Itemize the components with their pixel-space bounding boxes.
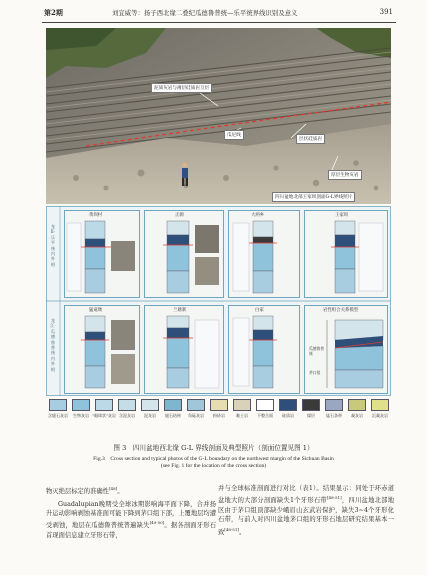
panel-mengchongao	[64, 305, 140, 394]
text-run: Guadalupian晚期受全球冰期影响海平面下降，合并扬升运动影响剥蚀基准面可能下降到茅口组下部，上覆地层均遭受剥蚀，地层在瓜德鲁普统普遍缺失	[46, 500, 217, 530]
model-label-maokou: 茅口组	[309, 370, 321, 375]
photo-label-upper: 泥质灰岩与薄层硅质岩互层	[151, 83, 212, 93]
photo-label-fault: 瓜尼线	[224, 130, 244, 140]
legend-swatch	[164, 399, 182, 411]
paragraph	[46, 500, 216, 541]
text-run: ，四川盆地北部地区由于茅口组顶部缺少峨眉山玄武岩保护，缺失3~4个牙形化石带，与前人对四川盆地茅口组的牙形石地层研究结果基本一致	[218, 497, 395, 536]
panel-wangjiaba	[304, 210, 388, 298]
text-run: 。	[238, 528, 246, 536]
legend-swatch	[187, 399, 205, 411]
running-title: 刘宜威等：扬子西北缘二叠纪瓜德鲁普统—乐平统界线识别及意义	[112, 10, 298, 17]
figure-caption-en-note: (see Fig. 1 for the location of the cross section)	[160, 463, 267, 469]
panel-model	[304, 305, 388, 394]
text-run: 并与全球标准剖面进行对比（表1）。结果显示：同处于环赤道盆地大的大部分剖面缺失1个牙形石带	[218, 485, 394, 505]
legend-item	[207, 399, 231, 419]
photo-label-lower: 厚层生物灰岩	[328, 170, 362, 180]
text-run: 。	[117, 488, 124, 496]
figure-caption-cn: 图 3 四川盆地西北缘 G-L 界线剖面及典型照片（剖面位置见图 1）	[113, 444, 314, 452]
body-column-left	[46, 484, 216, 540]
text-run: 物灭绝层标定的准确性	[46, 488, 109, 496]
citation: [48-51]	[224, 526, 239, 532]
panel-daliangxiang	[228, 210, 300, 298]
legend-item	[138, 399, 162, 419]
legend-swatch	[141, 399, 159, 411]
stratigraphic-panels	[46, 206, 391, 396]
legend-swatch	[302, 399, 320, 411]
legend-label: 生物灰岩	[73, 413, 89, 418]
page-number: 391	[379, 8, 393, 16]
column-daliangxiang	[229, 211, 299, 297]
legend-swatch	[210, 399, 228, 411]
paragraph	[46, 484, 216, 497]
legend-swatch	[325, 399, 343, 411]
legend-item	[69, 399, 93, 419]
panel-baijia	[228, 305, 300, 394]
citation: [48-51]	[326, 495, 342, 501]
legend-swatch	[233, 399, 251, 411]
text-run: 。据各剖面牙形石首现面信息建立牙形石带，	[46, 522, 216, 539]
legend-item	[161, 399, 185, 419]
panel-lantangzhai	[144, 305, 224, 394]
legend-label: 含燧石灰岩	[48, 413, 68, 418]
legend-item	[92, 399, 116, 419]
legend-label: 硅质岩	[282, 413, 294, 418]
panel-title: 正源	[175, 213, 184, 218]
citation: [49-50]	[149, 520, 165, 526]
issue-label: 第2期	[44, 8, 63, 17]
page-header	[0, 0, 427, 26]
legend-label: 泥灰岩	[144, 413, 156, 418]
panel-title: 王家坝	[335, 213, 349, 218]
legend-swatch	[118, 399, 136, 411]
legend-label: 含泥灰岩	[119, 413, 135, 418]
legend-item	[46, 399, 70, 419]
photo-label-bottom: 四川盆地北部王家坝剖面G-L界线照片	[272, 192, 355, 202]
legend-item	[253, 399, 277, 419]
legend-label: 角砾灰岩	[188, 413, 204, 418]
panel-title: 岩性组合关系模型	[323, 308, 359, 313]
legend-label: 不整合面	[257, 413, 273, 418]
panel-title: 黄坝村	[89, 213, 103, 218]
header-rule	[42, 22, 396, 23]
panel-title: 白家	[255, 308, 264, 313]
legend-swatch	[371, 399, 389, 411]
citation: [48]	[108, 486, 118, 491]
legend-swatch	[256, 399, 274, 411]
body-column-right	[218, 484, 394, 537]
legend-swatch	[49, 399, 67, 411]
panel-huangbacun	[64, 210, 140, 298]
column-huangbacun	[65, 211, 139, 297]
side-label-bottom: 龙江·瓜德鲁普统内外相	[50, 318, 56, 372]
legend-item	[368, 399, 392, 419]
model-label-guadalupian: 瓜德鲁普统	[309, 346, 325, 356]
legend-swatch	[95, 399, 113, 411]
side-label-top: 龙Ⅱ·乐平统内外相	[50, 224, 56, 267]
legend-label: 粉砂岩	[213, 413, 225, 418]
legend-item	[276, 399, 300, 419]
legend-swatch	[72, 399, 90, 411]
figure-caption-en: Fig.3 Cross section and typical photos of the G-L boundary on the northwest margin of the Sichuan Basin	[93, 456, 334, 462]
legend-label: 锰石条带	[326, 413, 342, 418]
legend-label: 沉凝灰岩	[372, 413, 388, 418]
field-photo	[46, 28, 391, 204]
legend-label: 黏土岩	[236, 413, 248, 418]
legend-swatch	[279, 399, 297, 411]
legend-item	[345, 399, 369, 419]
panel-title: 兰塘寨	[173, 308, 187, 313]
legend-item	[230, 399, 254, 419]
column-lantangzhai	[145, 306, 223, 393]
column-mengchongao	[65, 306, 139, 393]
legend-item	[184, 399, 208, 419]
legend-label: 煤层	[307, 413, 315, 418]
panel-title: 大两乡	[251, 213, 265, 218]
legend-label: 燧石结核	[165, 413, 181, 418]
column-wangjiaba	[305, 211, 387, 297]
panel-zhengyuan	[144, 210, 224, 298]
legend-label: "眼球状"灰岩	[92, 413, 116, 418]
legend-label: 凝灰岩	[351, 413, 363, 418]
legend-item	[322, 399, 346, 419]
lithology-legend	[46, 399, 391, 433]
legend-item	[115, 399, 139, 419]
paragraph	[218, 484, 394, 537]
column-baijia	[229, 306, 299, 393]
legend-item	[299, 399, 323, 419]
photo-label-mid: 层状硅质岩	[296, 134, 325, 144]
panel-title: 猛竜坳	[89, 308, 103, 313]
legend-swatch	[348, 399, 366, 411]
column-zhengyuan	[145, 211, 223, 297]
